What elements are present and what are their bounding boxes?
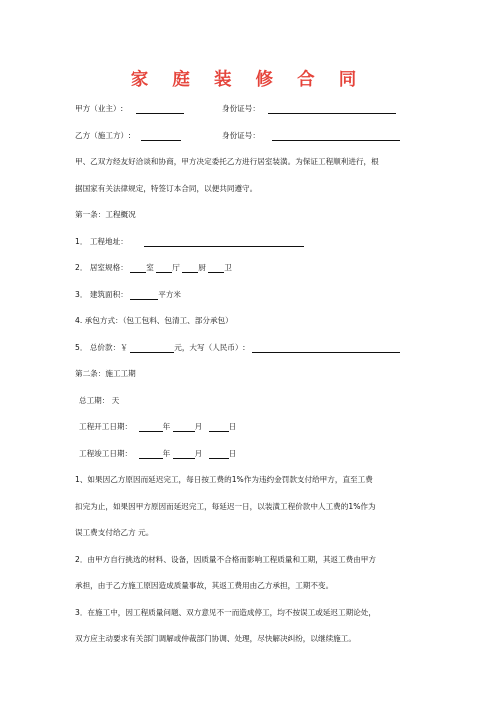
party-a-row <box>75 104 184 114</box>
clause-1-line-1: 1、如果因乙方原因而延迟完工，每日按工费的1%作为违约金罚款支付给甲方，直至工费 <box>75 475 373 484</box>
end-month-unit: 月 <box>194 449 203 458</box>
party-a-name-blank <box>136 104 184 114</box>
start-date-label: 工程开工日期： <box>79 422 133 431</box>
article-1-heading: 第一条：工程概况 <box>75 210 136 219</box>
start-month-unit: 月 <box>194 422 203 431</box>
total-period: 总工期： 天 <box>79 396 120 405</box>
clause-3-line-1: 3．在施工中，因工程质量问题、双方意见不一而造成停工，均不按误工或延迟工期论处， <box>75 608 376 617</box>
party-a-label: 甲方（业主）: <box>75 104 124 113</box>
article-2-heading: 第二条：施工工期 <box>75 369 136 378</box>
party-a-id-row <box>222 104 396 114</box>
party-b-row <box>75 131 181 141</box>
end-year-unit: 年 <box>162 449 171 458</box>
area-row <box>75 290 181 300</box>
contract-mode: 4. 承包方式：（包工包料、包清工、部分承包） <box>75 316 233 325</box>
party-b-label: 乙方（施工方）: <box>75 131 131 140</box>
area-blank <box>130 290 158 300</box>
area-unit: 平方米 <box>158 290 182 299</box>
kitchen-blank <box>182 263 198 273</box>
contract-title: 家 庭 装 修 合 同 <box>130 70 366 90</box>
clause-2-line-2: 承担，由于乙方施工原因造成质量事故，其返工费用由乙方承担，工期不变。 <box>75 581 334 590</box>
room-unit: 室 <box>146 263 154 272</box>
price-blank <box>130 343 174 353</box>
end-year-blank <box>139 449 163 459</box>
start-month-blank <box>173 422 195 432</box>
clause-1-line-2: 扣完为止，如果因甲方原因而延迟完工，每延迟一日，以装潢工程价款中人工费的1%作为 <box>75 502 376 511</box>
party-b-name-blank <box>141 131 181 141</box>
clause-1-line-3: 误工费支付给乙方 元。 <box>75 528 154 537</box>
hall-blank <box>156 263 172 273</box>
party-a-id-label: 身份证号： <box>222 104 260 113</box>
end-date-row <box>79 449 236 459</box>
clause-2-line-1: 2．由甲方自行挑选的材料、设备，因质量不合格而影响工程质量和工期，其返工费由甲方 <box>75 555 376 564</box>
end-date-label: 工程竣工日期： <box>79 449 133 458</box>
start-date-row <box>79 422 236 432</box>
start-year-blank <box>139 422 163 432</box>
end-month-blank <box>173 449 195 459</box>
kitchen-unit: 厨 <box>198 263 206 272</box>
price-words-blank <box>252 343 400 353</box>
start-day-unit: 日 <box>228 422 237 431</box>
party-a-id-blank <box>268 104 396 114</box>
clause-3-line-2: 双方应主动要求有关部门调解或仲裁部门协调、处理，尽快解决纠纷，以继续施工。 <box>75 634 356 643</box>
end-day-unit: 日 <box>228 449 237 458</box>
room-blank <box>130 263 146 273</box>
layout-label: 2． 居室规格： <box>75 263 128 272</box>
site-row <box>75 237 304 247</box>
party-b-id-row <box>222 131 400 141</box>
price-yuan-label: 元，大写（人民币）: <box>174 343 246 352</box>
bath-blank <box>208 263 224 273</box>
area-label: 3． 建筑面积： <box>75 290 128 299</box>
intro-line-1: 甲、乙双方经友好洽谈和协商，甲方决定委托乙方进行居室装潢。为保证工程顺利进行，根 <box>75 157 379 166</box>
site-blank <box>144 237 304 247</box>
hall-unit: 厅 <box>172 263 180 272</box>
price-row <box>75 343 400 353</box>
start-year-unit: 年 <box>162 422 171 431</box>
intro-line-2: 据国家有关法律规定，特签订本合同，以便共同遵守。 <box>75 184 258 193</box>
start-day-blank <box>209 422 229 432</box>
party-b-id-blank <box>272 131 400 141</box>
end-day-blank <box>209 449 229 459</box>
site-label: 1． 工程地址： <box>75 237 128 246</box>
layout-row <box>75 263 232 273</box>
price-label: 5． 总价款：￥ <box>75 343 128 352</box>
party-b-id-label: 身份证号： <box>222 131 260 140</box>
bath-unit: 卫 <box>224 263 232 272</box>
